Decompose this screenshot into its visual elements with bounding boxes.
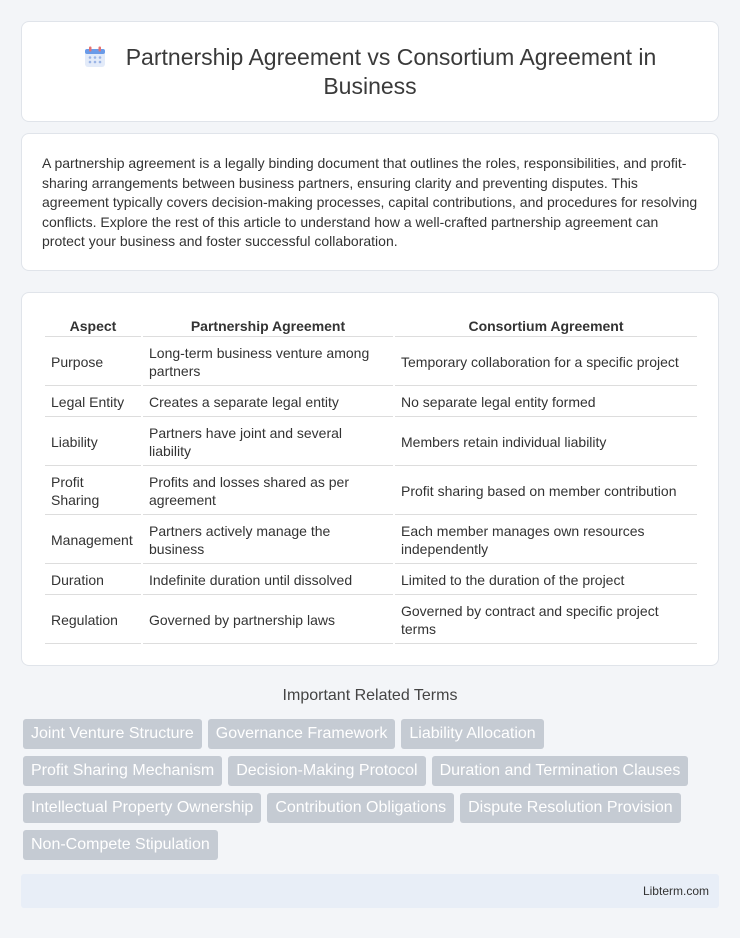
consortium-cell: Profit sharing based on member contribution	[395, 468, 697, 515]
page-title-wrap	[70, 43, 670, 101]
aspect-cell: Duration	[45, 566, 141, 595]
table-row	[45, 566, 697, 595]
related-terms-title: Important Related Terms	[282, 687, 458, 704]
related-term-tag[interactable]: Liability Allocation	[401, 719, 543, 749]
consortium-cell: Limited to the duration of the project	[395, 566, 697, 595]
intro-card	[21, 133, 719, 271]
table-row	[45, 339, 697, 386]
consortium-cell: Members retain individual liability	[395, 419, 697, 466]
comparison-table	[43, 314, 699, 646]
table-header-row	[45, 316, 697, 337]
related-term-tag[interactable]: Non-Compete Stipulation	[23, 830, 218, 860]
partnership-cell: Indefinite duration until dissolved	[143, 566, 393, 595]
footer-site-link[interactable]: Libterm.com	[642, 884, 709, 898]
footer	[21, 874, 719, 908]
header-card	[21, 21, 719, 122]
table-row	[45, 419, 697, 466]
aspect-cell: Regulation	[45, 597, 141, 644]
related-term-tag[interactable]: Joint Venture Structure	[23, 719, 202, 749]
related-term-tag[interactable]: Intellectual Property Ownership	[23, 793, 261, 823]
header-partnership: Partnership Agreement	[143, 316, 393, 337]
related-term-tag[interactable]: Contribution Obligations	[267, 793, 454, 823]
header-consortium: Consortium Agreement	[395, 316, 697, 337]
header-aspect: Aspect	[45, 316, 141, 337]
table-row	[45, 468, 697, 515]
table-row	[45, 597, 697, 644]
related-term-tag[interactable]: Decision-Making Protocol	[228, 756, 425, 786]
table-row	[45, 517, 697, 564]
related-terms-list	[23, 719, 719, 860]
aspect-cell: Profit Sharing	[45, 468, 141, 515]
aspect-cell: Liability	[45, 419, 141, 466]
consortium-cell: No separate legal entity formed	[395, 388, 697, 417]
page-title: Partnership Agreement vs Consortium Agreement in Business	[125, 43, 657, 99]
partnership-cell: Profits and losses shared as per agreement	[143, 468, 393, 515]
partnership-cell: Governed by partnership laws	[143, 597, 393, 644]
related-term-tag[interactable]: Duration and Termination Clauses	[432, 756, 689, 786]
partnership-cell: Creates a separate legal entity	[143, 388, 393, 417]
partnership-cell: Partners have joint and several liability	[143, 419, 393, 466]
calendar-icon	[84, 46, 106, 68]
comparison-card	[21, 292, 719, 666]
consortium-cell: Each member manages own resources independently	[395, 517, 697, 564]
table-row	[45, 388, 697, 417]
partnership-cell: Partners actively manage the business	[143, 517, 393, 564]
consortium-cell: Governed by contract and specific project terms	[395, 597, 697, 644]
consortium-cell: Temporary collaboration for a specific project	[395, 339, 697, 386]
aspect-cell: Purpose	[45, 339, 141, 386]
aspect-cell: Legal Entity	[45, 388, 141, 417]
related-term-tag[interactable]: Dispute Resolution Provision	[460, 793, 681, 823]
partnership-cell: Long-term business venture among partners	[143, 339, 393, 386]
intro-paragraph: A partnership agreement is a legally binding document that outlines the roles, responsibilities, and profit-sharing arrangements between business partners, ensuring clarity and preventing disputes. This agreement typically covers decision-making processes, capital contributions, and procedures for resolving conflicts. Explore the rest of this article to understand how a well-crafted partnership agreement can protect your business and foster successful collaboration.	[42, 155, 698, 250]
related-term-tag[interactable]: Profit Sharing Mechanism	[23, 756, 222, 786]
aspect-cell: Management	[45, 517, 141, 564]
related-term-tag[interactable]: Governance Framework	[208, 719, 396, 749]
